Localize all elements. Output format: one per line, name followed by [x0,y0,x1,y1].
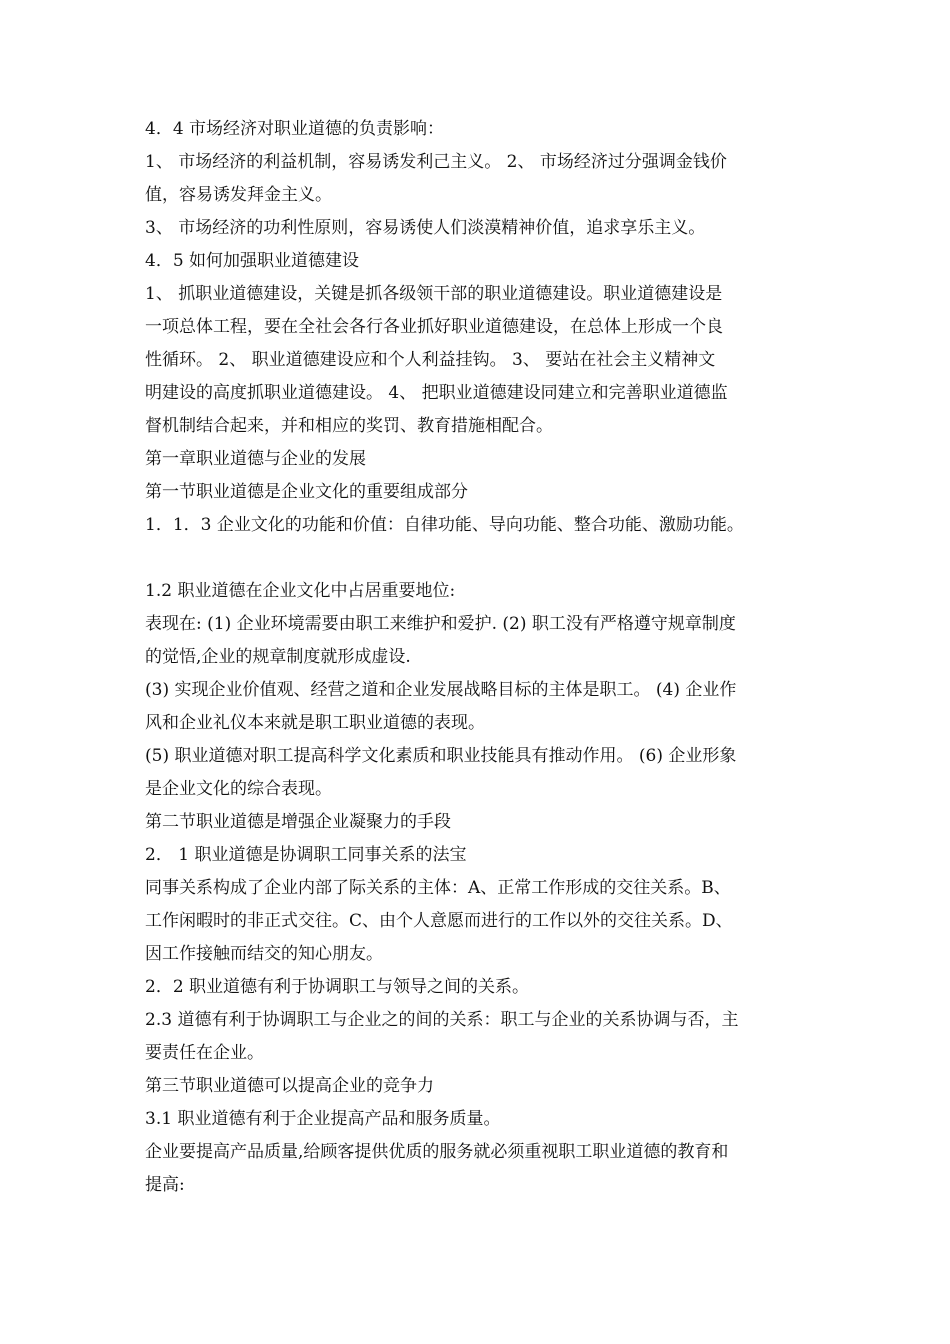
text-line: 1．1．3 企业文化的功能和价值：自律功能、导向功能、整合功能、激励功能。 [145,515,744,535]
text-line: 提高: [145,1175,185,1195]
text-line: 2.3 道德有利于协调职工与企业之的间的关系：职工与企业的关系协调与否，主 [145,1010,739,1030]
text-line: 是企业文化的综合表现。 [145,779,332,799]
text-line: 的觉悟,企业的规章制度就形成虚设. [145,647,411,667]
heading-section: 第一节职业道德是企业文化的重要组成部分 [145,482,468,502]
text-line: (5) 职业道德对职工提高科学文化素质和职业技能具有推动作用。 (6) 企业形象 [145,746,737,766]
text-line: 明建设的高度抓职业道德建设。 4、 把职业道德建设同建立和完善职业道德监 [145,383,728,403]
text-line: (3) 实现企业价值观、经营之道和企业发展战略目标的主体是职工。 (4) 企业作 [145,680,737,700]
document-page [145,113,825,1202]
text-line: 1、 市场经济的利益机制，容易诱发利己主义。 2、 市场经济过分强调金钱价 [145,152,727,172]
text-line: 性循环。 2、 职业道德建设应和个人利益挂钩。 3、 要站在社会主义精神文 [145,350,716,370]
heading-chapter: 第一章职业道德与企业的发展 [145,449,366,469]
text-line: 2． 1 职业道德是协调职工同事关系的法宝 [145,845,467,865]
text-line: 4．4 市场经济对职业道德的负责影响： [145,119,445,139]
text-line: 同事关系构成了企业内部了际关系的主体：A、正常工作形成的交往关系。B、 [145,878,731,898]
text-line: 要责任在企业。 [145,1043,264,1063]
blank-line [145,542,825,575]
text-line: 1、 抓职业道德建设，关键是抓各级领干部的职业道德建设。职业道德建设是 [145,284,723,304]
text-line: 企业要提高产品质量,给顾客提供优质的服务就必须重视职工职业道德的教育和 [145,1142,729,1162]
heading-section: 第三节职业道德可以提高企业的竞争力 [145,1076,434,1096]
text-line: 1.2 职业道德在企业文化中占居重要地位: [145,581,456,601]
text-line: 4．5 如何加强职业道德建设 [145,251,360,271]
text-line: 工作闲暇时的非正式交往。C、由个人意愿而进行的工作以外的交往关系。D、 [145,911,733,931]
text-line: 3、 市场经济的功利性原则，容易诱使人们淡漠精神价值，追求享乐主义。 [145,218,706,238]
text-line: 督机制结合起来，并和相应的奖罚、教育措施相配合。 [145,416,553,436]
text-line: 值，容易诱发拜金主义。 [145,185,332,205]
text-line: 表现在: (1) 企业环境需要由职工来维护和爱护. (2) 职工没有严格遵守规章制度 [145,614,736,634]
text-line: 风和企业礼仪本来就是职工职业道德的表现。 [145,713,485,733]
text-line: 2．2 职业道德有利于协调职工与领导之间的关系。 [145,977,530,997]
text-line: 因工作接触而结交的知心朋友。 [145,944,383,964]
text-line: 3.1 职业道德有利于企业提高产品和服务质量。 [145,1109,501,1129]
heading-section: 第二节职业道德是增强企业凝聚力的手段 [145,812,451,832]
text-line: 一项总体工程，要在全社会各行各业抓好职业道德建设，在总体上形成一个良 [145,317,723,337]
